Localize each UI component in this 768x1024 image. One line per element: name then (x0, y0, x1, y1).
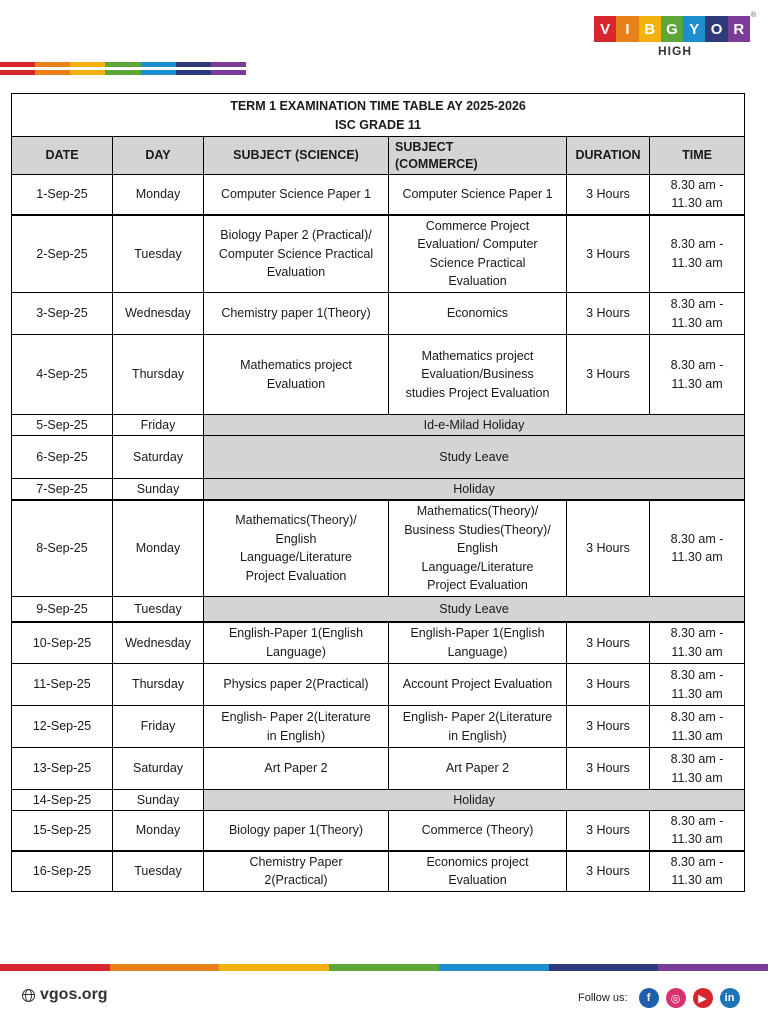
cell-commerce: Commerce (Theory) (389, 811, 567, 851)
table-row-holiday (12, 479, 745, 500)
table-row (12, 335, 745, 415)
cell-date: 16-Sep-25 (12, 851, 113, 892)
cell-time: 8.30 am - 11.30 am (650, 706, 745, 748)
cell-science: English-Paper 1(English Language) (204, 622, 389, 664)
cell-holiday: Study Leave (204, 436, 745, 479)
cell-date: 3-Sep-25 (12, 293, 113, 335)
cell-science: Mathematics project Evaluation (204, 335, 389, 415)
cell-commerce: Account Project Evaluation (389, 664, 567, 706)
cell-time: 8.30 am - 11.30 am (650, 335, 745, 415)
footer-social (578, 988, 740, 1008)
cell-science: Chemistry Paper 2(Practical) (204, 851, 389, 892)
header-date: DATE (12, 137, 113, 175)
logo-letter: R (728, 16, 750, 42)
cell-holiday: Holiday (204, 790, 745, 811)
logo-letter: B (639, 16, 661, 42)
cell-time: 8.30 am - 11.30 am (650, 622, 745, 664)
table-row (12, 622, 745, 664)
header-duration: DURATION (567, 137, 650, 175)
cell-duration: 3 Hours (567, 851, 650, 892)
top-color-stripe (0, 62, 246, 79)
cell-commerce: Economics (389, 293, 567, 335)
table-row-holiday (12, 597, 745, 622)
cell-commerce: Art Paper 2 (389, 748, 567, 790)
cell-date: 15-Sep-25 (12, 811, 113, 851)
cell-date: 9-Sep-25 (12, 597, 113, 622)
cell-duration: 3 Hours (567, 811, 650, 851)
logo-letter: I (616, 16, 638, 42)
footer-website[interactable] (22, 986, 108, 1004)
table-row-holiday (12, 415, 745, 436)
cell-date: 2-Sep-25 (12, 215, 113, 293)
cell-holiday: Holiday (204, 479, 745, 500)
cell-duration: 3 Hours (567, 748, 650, 790)
cell-commerce: Economics project Evaluation (389, 851, 567, 892)
cell-science: English- Paper 2(Literature in English) (204, 706, 389, 748)
globe-icon (22, 989, 35, 1002)
cell-day: Sunday (113, 790, 204, 811)
cell-duration: 3 Hours (567, 335, 650, 415)
cell-science: Physics paper 2(Practical) (204, 664, 389, 706)
header-science: SUBJECT (SCIENCE) (204, 137, 389, 175)
cell-commerce: Commerce Project Evaluation/ Computer Science Practical Evaluation (389, 215, 567, 293)
table-row (12, 811, 745, 851)
timetable-title-cell (12, 94, 745, 137)
cell-day: Saturday (113, 748, 204, 790)
header-day: DAY (113, 137, 204, 175)
cell-science: Biology paper 1(Theory) (204, 811, 389, 851)
cell-commerce: English- Paper 2(Literature in English) (389, 706, 567, 748)
exam-timetable (11, 93, 744, 892)
cell-time: 8.30 am - 11.30 am (650, 293, 745, 335)
bottom-color-stripe (0, 964, 768, 971)
cell-day: Friday (113, 415, 204, 436)
cell-day: Thursday (113, 664, 204, 706)
vibgyor-logo (594, 12, 756, 58)
table-row (12, 215, 745, 293)
instagram-icon[interactable]: ◎ (666, 988, 686, 1008)
cell-science: Mathematics(Theory)/ English Language/Literature Project Evaluation (204, 500, 389, 597)
cell-day: Sunday (113, 479, 204, 500)
cell-science: Chemistry paper 1(Theory) (204, 293, 389, 335)
facebook-icon[interactable]: f (639, 988, 659, 1008)
cell-day: Monday (113, 811, 204, 851)
cell-day: Tuesday (113, 851, 204, 892)
cell-time: 8.30 am - 11.30 am (650, 811, 745, 851)
cell-holiday: Id-e-Milad Holiday (204, 415, 745, 436)
cell-date: 13-Sep-25 (12, 748, 113, 790)
website-link[interactable]: vgos.org (40, 986, 108, 1003)
cell-time: 8.30 am - 11.30 am (650, 748, 745, 790)
cell-duration: 3 Hours (567, 706, 650, 748)
cell-day: Thursday (113, 335, 204, 415)
cell-date: 1-Sep-25 (12, 175, 113, 215)
cell-day: Tuesday (113, 215, 204, 293)
cell-time: 8.30 am - 11.30 am (650, 175, 745, 215)
cell-day: Friday (113, 706, 204, 748)
table-row (12, 293, 745, 335)
cell-day: Tuesday (113, 597, 204, 622)
cell-day: Monday (113, 175, 204, 215)
cell-holiday: Study Leave (204, 597, 745, 622)
cell-time: 8.30 am - 11.30 am (650, 664, 745, 706)
youtube-icon[interactable]: ▶ (693, 988, 713, 1008)
cell-science: Biology Paper 2 (Practical)/ Computer Science Practical Evaluation (204, 215, 389, 293)
cell-commerce: Computer Science Paper 1 (389, 175, 567, 215)
registered-mark: ® (750, 12, 756, 19)
logo-letters (594, 16, 750, 42)
cell-duration: 3 Hours (567, 215, 650, 293)
cell-time: 8.30 am - 11.30 am (650, 851, 745, 892)
linkedin-icon[interactable]: in (720, 988, 740, 1008)
logo-letter: Y (683, 16, 705, 42)
cell-duration: 3 Hours (567, 175, 650, 215)
timetable-body (12, 175, 745, 892)
cell-duration: 3 Hours (567, 500, 650, 597)
cell-science: Art Paper 2 (204, 748, 389, 790)
cell-date: 10-Sep-25 (12, 622, 113, 664)
cell-commerce: English-Paper 1(English Language) (389, 622, 567, 664)
cell-date: 14-Sep-25 (12, 790, 113, 811)
cell-day: Saturday (113, 436, 204, 479)
cell-time: 8.30 am - 11.30 am (650, 500, 745, 597)
logo-letter: G (661, 16, 683, 42)
cell-day: Monday (113, 500, 204, 597)
cell-date: 12-Sep-25 (12, 706, 113, 748)
logo-subtitle: HIGH (658, 44, 692, 58)
timetable-title: TERM 1 EXAMINATION TIME TABLE AY 2025-2026 (230, 98, 526, 113)
cell-date: 8-Sep-25 (12, 500, 113, 597)
cell-date: 5-Sep-25 (12, 415, 113, 436)
cell-day: Wednesday (113, 622, 204, 664)
cell-duration: 3 Hours (567, 293, 650, 335)
header-time: TIME (650, 137, 745, 175)
table-row (12, 748, 745, 790)
table-row (12, 851, 745, 892)
table-row (12, 664, 745, 706)
table-row-holiday (12, 790, 745, 811)
cell-commerce: Mathematics(Theory)/ Business Studies(Theory)/ English Language/Literature Project Evaluation (389, 500, 567, 597)
header-commerce-label: SUBJECT (COMMERCE) (395, 139, 478, 171)
header-row (12, 137, 745, 175)
header-commerce (389, 137, 567, 175)
follow-label: Follow us: (578, 992, 628, 1004)
table-row (12, 500, 745, 597)
cell-date: 6-Sep-25 (12, 436, 113, 479)
cell-duration: 3 Hours (567, 664, 650, 706)
cell-science: Computer Science Paper 1 (204, 175, 389, 215)
cell-commerce: Mathematics project Evaluation/Business studies Project Evaluation (389, 335, 567, 415)
timetable-grade: ISC GRADE 11 (334, 117, 422, 132)
table-row (12, 175, 745, 215)
logo-letter: O (705, 16, 727, 42)
cell-day: Wednesday (113, 293, 204, 335)
table-row-holiday (12, 436, 745, 479)
cell-date: 4-Sep-25 (12, 335, 113, 415)
cell-date: 7-Sep-25 (12, 479, 113, 500)
cell-duration: 3 Hours (567, 622, 650, 664)
cell-time: 8.30 am - 11.30 am (650, 215, 745, 293)
logo-letter: V (594, 16, 616, 42)
table-row (12, 706, 745, 748)
cell-date: 11-Sep-25 (12, 664, 113, 706)
